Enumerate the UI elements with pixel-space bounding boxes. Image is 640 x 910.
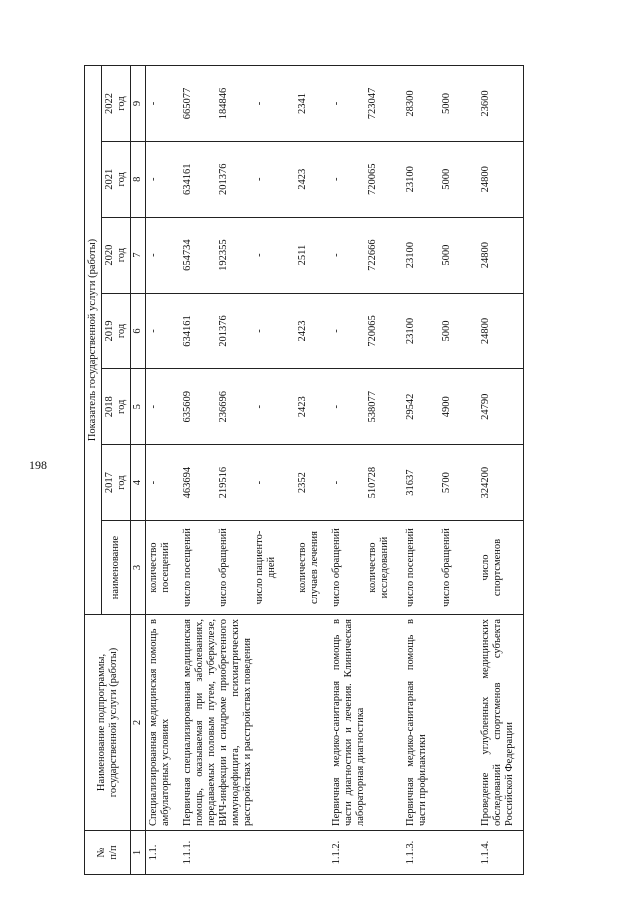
table-body (146, 66, 524, 875)
row-units-cell (329, 521, 403, 615)
indicator-value: 29542 (405, 393, 417, 420)
row-number (295, 831, 329, 875)
indicator-value: - (148, 329, 160, 333)
year-value-cell (403, 141, 477, 217)
indicator-value: 24800 (479, 166, 491, 193)
year-value-cell (329, 369, 403, 445)
indicator-value: - (148, 405, 160, 409)
indicator-value: 192355 (218, 239, 230, 271)
year-value-cell (146, 217, 180, 293)
header-year-value: 2018 (104, 396, 116, 418)
header-year-5 (102, 66, 131, 142)
indicator-value: 201376 (218, 163, 230, 196)
column-index-cell: 5 (131, 369, 146, 445)
unit-label: количество посещений (148, 542, 172, 593)
indicator-value: 5000 (441, 320, 453, 342)
row-service-name: Первичная медико-санитарная помощь в части диагностики и лечения. Клиническая лабораторная диагностика (329, 615, 403, 831)
indicator-value: 5000 (441, 92, 453, 114)
year-value-cell (478, 369, 524, 445)
row-units-cell (478, 521, 524, 615)
row-number: 1.1. (146, 831, 180, 875)
year-value-cell (180, 369, 295, 445)
column-index-cell: 7 (131, 217, 146, 293)
year-value-cell (329, 217, 403, 293)
indicator-value: 23100 (405, 166, 417, 193)
indicator-value: 4900 (441, 396, 453, 418)
year-value-cell (146, 445, 180, 521)
header-col-unit: наименование (102, 521, 131, 615)
indicator-value: - (330, 177, 342, 182)
header-year-4 (102, 141, 131, 217)
indicator-value: - (254, 405, 266, 409)
year-value-cell (478, 217, 524, 293)
indicator-value: 23100 (405, 317, 417, 345)
indicator-value: - (254, 480, 266, 485)
year-value-cell (295, 217, 329, 293)
year-value-cell (146, 141, 180, 217)
indicator-value: 5000 (441, 244, 453, 266)
indicator-value: 635609 (182, 391, 194, 423)
indicator-value: 219516 (218, 466, 230, 499)
unit-label: число обращений (218, 528, 230, 607)
indicator-value: 184846 (218, 87, 230, 120)
row-number: 1.1.4. (478, 831, 524, 875)
row-service-name (295, 615, 329, 831)
indicator-value: 2511 (297, 244, 309, 266)
unit-label: число спортсменов (479, 538, 503, 597)
row-service-name: Первичная медико-санитарная помощь в части профилактики (403, 615, 477, 831)
year-value-cell (295, 141, 329, 217)
indicator-value: 510728 (366, 466, 378, 499)
indicator-value: 201376 (218, 315, 230, 347)
indicator-value: - (330, 101, 342, 106)
table-row (478, 66, 524, 875)
indicator-value: 2341 (297, 92, 309, 114)
header-year-1 (102, 369, 131, 445)
year-value-cell (478, 293, 524, 369)
indicator-value: 538077 (366, 391, 378, 423)
row-number: 1.1.1. (180, 831, 295, 875)
column-index-cell: 2 (131, 615, 146, 831)
year-value-cell (295, 293, 329, 369)
year-value-cell (180, 293, 295, 369)
row-units-cell (295, 521, 329, 615)
header-col-no: № п/п (85, 831, 131, 875)
year-value-cell (329, 141, 403, 217)
indicator-value: 324200 (479, 466, 491, 499)
header-indicator-group: Показатель государственной услуги (работы) (85, 66, 102, 615)
indicator-value: 31637 (405, 469, 417, 496)
indicator-value: 28300 (405, 90, 417, 117)
indicator-value: 665077 (182, 87, 194, 120)
indicator-value: 2423 (297, 320, 309, 342)
year-value-cell (478, 445, 524, 521)
indicator-value: - (330, 253, 342, 257)
column-index-cell: 6 (131, 293, 146, 369)
year-value-cell (478, 66, 524, 142)
indicator-value: 634161 (182, 163, 194, 196)
header-year-suffix: год (116, 399, 128, 414)
indicator-value: - (330, 480, 342, 485)
header-row (85, 66, 102, 875)
header-year-3 (102, 217, 131, 293)
header-col-name: Наименование подпрограммы, государственной услуги (работы) (85, 615, 131, 831)
indicator-value: 5000 (441, 168, 453, 190)
indicator-value: - (148, 101, 160, 106)
table-row (146, 66, 180, 875)
indicator-value: 722666 (366, 239, 378, 271)
header-year-suffix: год (116, 96, 128, 111)
index-row (131, 66, 146, 875)
row-service-name: Специализированная медицинская помощь в амбулаторных условиях (146, 615, 180, 831)
row-units-cell (403, 521, 477, 615)
unit-label: число пациенто-дней (254, 530, 278, 605)
indicator-value: - (254, 101, 266, 106)
column-index-cell: 9 (131, 66, 146, 142)
indicator-value: 24790 (479, 393, 491, 420)
year-value-cell (146, 369, 180, 445)
indicator-value: 634161 (182, 315, 194, 347)
year-value-cell (180, 141, 295, 217)
indicator-value: 236696 (218, 391, 230, 423)
unit-label: число посещений (405, 528, 417, 607)
indicator-value: - (148, 480, 160, 485)
header-year-suffix: год (116, 172, 128, 187)
year-value-cell (478, 141, 524, 217)
unit-label: число посещений (182, 528, 194, 607)
header-year-2 (102, 293, 131, 369)
year-value-cell (180, 217, 295, 293)
indicator-value: 5700 (441, 472, 453, 494)
year-value-cell (180, 445, 295, 521)
indicator-value: 23600 (479, 90, 491, 117)
indicator-value: 24800 (479, 317, 491, 345)
indicator-value: 463694 (182, 466, 194, 499)
year-value-cell (146, 293, 180, 369)
column-index-cell: 1 (131, 831, 146, 875)
indicator-value: 2352 (297, 472, 309, 494)
year-value-cell (329, 66, 403, 142)
unit-label: число обращений (330, 528, 342, 607)
header-year-value: 2017 (104, 472, 116, 494)
indicator-value: 723047 (366, 87, 378, 120)
indicator-value: - (148, 177, 160, 182)
year-value-cell (403, 66, 477, 142)
year-value-cell (403, 445, 477, 521)
table-row (295, 66, 329, 875)
column-index-cell: 8 (131, 141, 146, 217)
row-service-name: Первичная специализированная медицинская помощь, оказываемая при заболеваниях, передаваемых половым путем, туберкулезе, ВИЧ-инфекции и синдроме приобретенного иммунодефицита, психиатрических расстройствах и расстройствах поведения (180, 615, 295, 831)
year-value-cell (329, 445, 403, 521)
header-year-suffix: год (116, 247, 128, 263)
indicator-value: - (254, 329, 266, 333)
year-value-cell (329, 293, 403, 369)
table-row (180, 66, 295, 875)
year-value-cell (403, 217, 477, 293)
year-value-cell (295, 445, 329, 521)
column-index-cell: 3 (131, 521, 146, 615)
indicator-value: 2423 (297, 168, 309, 190)
indicator-value: 654734 (182, 239, 194, 271)
year-value-cell (403, 369, 477, 445)
row-number: 1.1.3. (403, 831, 477, 875)
year-value-cell (295, 66, 329, 142)
rotated-table-frame (84, 65, 524, 875)
year-value-cell (180, 66, 295, 142)
unit-label: число обращений (441, 528, 453, 607)
header-year-value: 2021 (104, 168, 116, 190)
unit-label: количество случаев лечения (297, 531, 321, 604)
table-row (403, 66, 477, 875)
indicator-value: - (330, 329, 342, 333)
row-units-cell (180, 521, 295, 615)
indicator-value: - (148, 253, 160, 257)
row-units-cell (146, 521, 180, 615)
indicator-value: 23100 (405, 241, 417, 269)
year-value-cell (146, 66, 180, 142)
indicator-value: 2423 (297, 396, 309, 418)
table-row (329, 66, 403, 875)
indicator-value: - (254, 253, 266, 257)
services-table (84, 65, 524, 875)
header-year-value: 2019 (104, 320, 116, 342)
indicator-value: 720065 (366, 315, 378, 347)
column-index-cell: 4 (131, 445, 146, 521)
page-number: 198 (29, 458, 47, 472)
indicator-value: - (330, 405, 342, 409)
header-year-suffix: год (116, 323, 128, 339)
year-value-cell (295, 369, 329, 445)
header-year-value: 2022 (104, 92, 116, 114)
year-value-cell (403, 293, 477, 369)
header-year-0 (102, 445, 131, 521)
unit-label: количество исследований (366, 536, 390, 599)
indicator-value: - (254, 177, 266, 182)
indicator-value: 24800 (479, 241, 491, 269)
row-service-name: Проведение углубленных медицинских обследований спортсменов субъекта Российской Федерации (478, 615, 524, 831)
indicator-value: 720065 (366, 163, 378, 196)
header-year-value: 2020 (104, 244, 116, 266)
header-year-suffix: год (116, 475, 128, 490)
row-number: 1.1.2. (329, 831, 403, 875)
